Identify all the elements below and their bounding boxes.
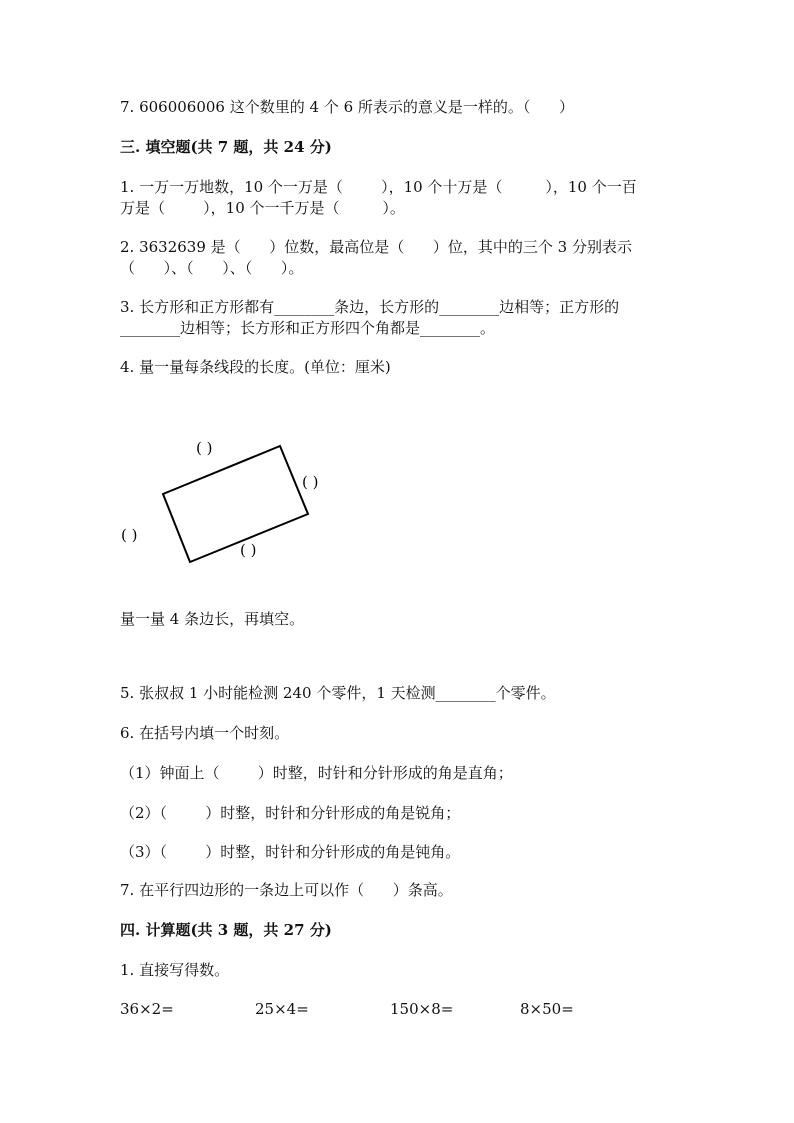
- calc-item: 25×4=: [255, 1000, 309, 1018]
- tilted-rectangle: [163, 446, 308, 562]
- question-fill-1-line1: 1. 一万一万地数，10 个一万是（ ），10 个十万是（ ），10 个一百: [120, 178, 637, 196]
- question-fill-4: 4. 量一量每条线段的长度。(单位：厘米): [120, 358, 391, 376]
- question-fill-2-line2: （ ）、（ ）、（ ）。: [120, 259, 304, 277]
- section-4-heading: 四. 计算题(共 3 题，共 27 分): [120, 921, 332, 939]
- question-fill-7: 7. 在平行四边形的一条边上可以作（ ）条高。: [120, 881, 453, 899]
- calc-item: 150×8=: [390, 1000, 454, 1018]
- section-3-heading: 三. 填空题(共 7 题，共 24 分): [120, 138, 332, 156]
- calc-item: 8×50=: [520, 1000, 574, 1018]
- question-calc-1: 1. 直接写得数。: [120, 961, 230, 979]
- rectangle-diagram: [110, 430, 390, 580]
- paren-right: ( ): [302, 473, 319, 491]
- question-fill-2-line1: 2. 3632639 是（ ）位数，最高位是（ ）位，其中的三个 3 分别表示: [120, 238, 632, 256]
- question-fill-6: 6. 在括号内填一个时刻。: [120, 724, 290, 742]
- paren-top: ( ): [196, 439, 213, 457]
- question-fill-6-3: （3）（ ）时整，时针和分针形成的角是钝角。: [120, 843, 461, 861]
- question-judge-7: 7. 606006006 这个数里的 4 个 6 所表示的意义是一样的。（ ）: [120, 98, 575, 116]
- paren-bottom: ( ): [240, 541, 257, 559]
- question-fill-1-line2: 万是（ ），10 个一千万是（ ）。: [120, 199, 405, 217]
- question-fill-5: 5. 张叔叔 1 小时能检测 240 个零件，1 天检测________个零件。: [120, 684, 556, 702]
- question-fill-6-1: （1）钟面上（ ）时整，时针和分针形成的角是直角；: [120, 764, 513, 782]
- question-fill-3-line1: 3. 长方形和正方形都有________条边，长方形的________边相等；正方形的: [120, 298, 620, 316]
- calc-item: 36×2=: [120, 1000, 174, 1018]
- question-fill-3-line2: ________边相等；长方形和正方形四个角都是________。: [120, 319, 496, 337]
- question-fill-4-sub: 量一量 4 条边长，再填空。: [120, 610, 305, 628]
- paren-left: ( ): [121, 526, 138, 544]
- question-fill-6-2: （2）（ ）时整，时针和分针形成的角是锐角；: [120, 804, 461, 822]
